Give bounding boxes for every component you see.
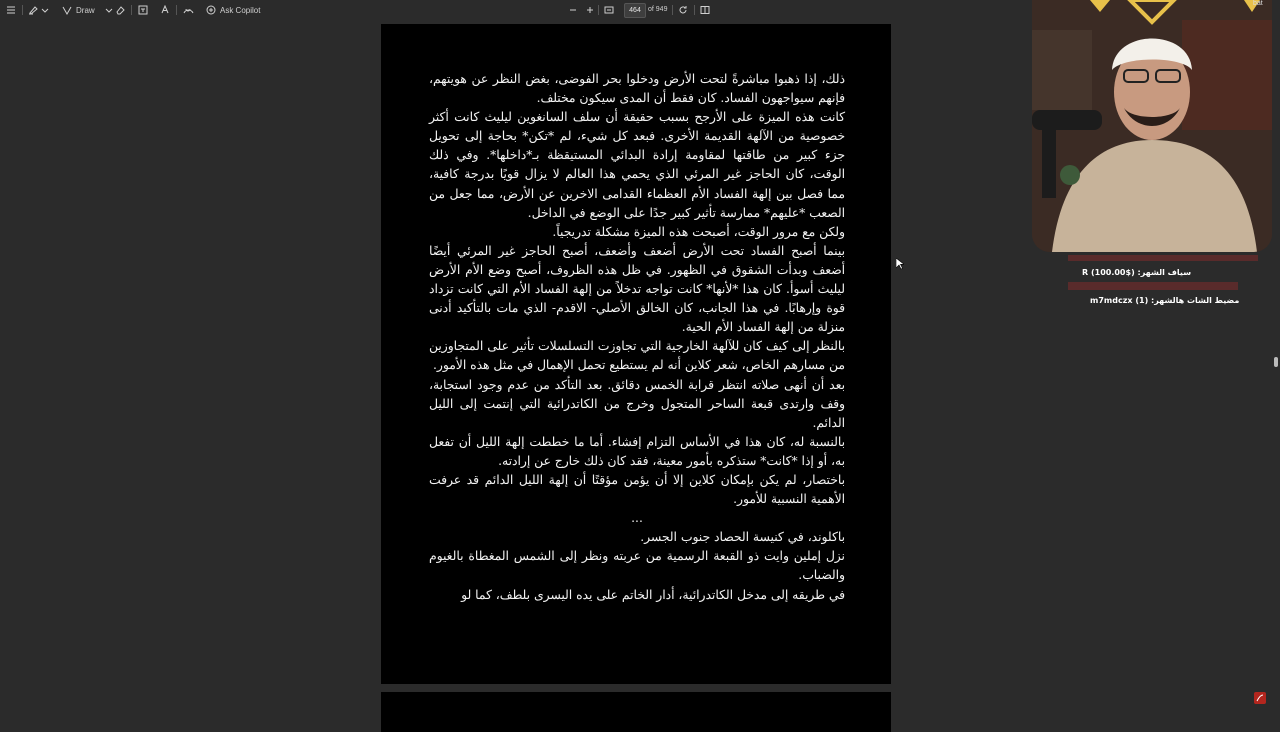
draw-icon — [62, 5, 72, 15]
alert-month-chat-moderator: مضيط الشات هالشهر: (1) m7mdczx — [1090, 296, 1240, 305]
document-paragraph: ... — [631, 511, 643, 526]
document-paragraph: في طريقه إلى مدخل الكاتدرائية، أدار الخاتم على يده اليسرى بلطف، كما لو — [461, 587, 845, 602]
document-paragraph: ولكن مع مرور الوقت، أصبحت هذه الميزة مشكلة تدريجياً. — [552, 224, 845, 239]
textbox-icon — [138, 5, 148, 15]
page-total: of 949 — [648, 6, 668, 13]
document-paragraph: بينما أصبح الفساد تحت الأرض أضعف وأضعف، أصبح الحاجز غير المرئي أيضًا أضعف وبدأت الشقوق في الظهور. في ظل هذه الظروف، أصبح وضع الأم الأرض ليليث أسوأ. كان هذا *لأنها* كانت تواجه تدخلاً من إلهة الفساد الأم التي كانت تزداد قوة وإرهابًا. في هذا الجانب، كان الخالق الأصلي- الاقدم- الذي مات بالتأكيد أدنى منزلة من إلهة الفساد الأم الحية. — [429, 243, 845, 335]
toolbar-divider — [694, 5, 695, 15]
immersive-reader-button[interactable] — [183, 3, 194, 17]
pdf-page-next — [381, 692, 891, 732]
chevron-down-icon — [41, 6, 49, 14]
draw-tool-button[interactable] — [62, 3, 113, 17]
alert-banner-red — [1068, 282, 1238, 290]
toolbar-divider — [176, 5, 177, 15]
ask-copilot-label: Ask Copilot — [220, 5, 261, 15]
contents-icon[interactable] — [6, 3, 16, 17]
mouse-cursor-icon — [896, 258, 904, 270]
document-paragraph: بعد أن أنهى صلاته انتظر قرابة الخمس دقائق. بعد التأكد من عدم وجود استجابة، وقف وارتدى قبعة الساحر المتجول وخرج من الكاتدرائية التي إنتمت إلى الليل الدائم. — [429, 377, 845, 430]
read-aloud-icon — [160, 5, 170, 15]
rotate-button[interactable] — [678, 3, 688, 17]
immersive-reader-icon — [183, 5, 194, 15]
plus-icon — [586, 6, 594, 14]
eraser-icon — [115, 5, 125, 15]
scrollbar-thumb[interactable] — [1274, 357, 1278, 367]
ask-copilot-button[interactable] — [206, 3, 260, 17]
highlight-tool-button[interactable] — [28, 3, 49, 17]
minus-icon — [569, 6, 577, 14]
page-view-button[interactable] — [700, 3, 710, 17]
alert-banner-red — [1068, 255, 1258, 261]
document-paragraph: نزل إملين وايت ذو القبعة الرسمية من عربته ونظر إلى الشمس المغطاة بالغيوم والضباب. — [429, 549, 845, 583]
draw-label: Draw — [76, 5, 95, 15]
copilot-icon — [206, 5, 216, 15]
document-paragraph: باختصار، لم يكن بإمكان كلاين إلا أن يؤمن مؤقتًا أن إلهة الليل الدائم قد عرفت الأهمية النسبية للأمور. — [429, 472, 845, 507]
streamer-webcam-image — [1032, 0, 1272, 252]
alert-month-top-donor: سياف الشهر: ($100.00) R — [1082, 268, 1192, 277]
toolbar-divider — [131, 5, 132, 15]
text-box-button[interactable] — [138, 3, 148, 17]
eraser-button[interactable] — [115, 3, 125, 17]
document-paragraph: بالنسبة له، كان هذا في الأساس التزام إفشاء. أما ما خططت إلهة الليل أن تفعل به، أو إذا *كانت* ستذكره بأمور معينة، فقد كان ذلك خارج عن إرادته. — [429, 434, 845, 468]
fit-to-page-button[interactable] — [604, 3, 614, 17]
toolbar-divider — [598, 5, 599, 15]
highlighter-icon — [28, 5, 38, 15]
document-paragraph: ذلك، إذا ذهبوا مباشرةً لتحت الأرض ودخلوا بحر الفوضى، بغض النظر عن هويتهم، فإنهم سيواجهون الفساد. كان فقط أن المدى سيكون مختلف. — [429, 72, 845, 106]
toolbar-divider — [22, 5, 23, 15]
page-text — [429, 70, 845, 605]
document-paragraph: بالنظر إلى كيف كان للآلهة الخارجية التي تجاوزت التسلسلات تأثير على المتجاوزين من مسارهم الخاص، شعر كلاين أنه لم يستطيع تحمل الإهمال في مثل هذه الأمور. — [429, 339, 845, 373]
webcam-overlay — [1032, 0, 1272, 252]
overlay-corner-text: bat — [1253, 0, 1263, 7]
read-aloud-button[interactable] — [160, 3, 170, 17]
document-paragraph: باكلوند، في كنيسة الحصاد جنوب الجسر. — [640, 530, 845, 545]
page-view-icon — [700, 5, 710, 15]
rotate-icon — [678, 5, 688, 15]
pdf-page — [381, 24, 891, 684]
toolbar-divider — [672, 5, 673, 15]
pdf-icon — [1254, 692, 1266, 704]
fit-page-icon — [604, 5, 614, 15]
document-paragraph: كانت هذه الميزة على الأرجح بسبب حقيقة أن سلف السانغوين ليليث كانت أكثر خصوصية من الآلهة القديمة الأخرى. فبعد كل شيء، لم *تكن* بحاجة إلى تحويل جزء كبير من طاقتها لمقاومة إرادة البدائي المستيقظة بـ*داخلها*. وفي ذلك الوقت، كان الحاجز غير المرئي الذي يحمي هذا العالم لا يزال قويًا بدرجة كافية، مما فصل بين إلهة الفساد الأم العظماء القدامى الاخرين عن الأرض، مما جعل من الصعب *عليهم* ممارسة تأثير كبير جدًا على الوضع في الداخل. — [429, 110, 845, 220]
zoom-in-button[interactable] — [586, 3, 594, 17]
page-number-input[interactable]: 464 — [624, 3, 646, 18]
chevron-down-icon — [105, 6, 113, 14]
zoom-out-button[interactable] — [569, 3, 577, 17]
